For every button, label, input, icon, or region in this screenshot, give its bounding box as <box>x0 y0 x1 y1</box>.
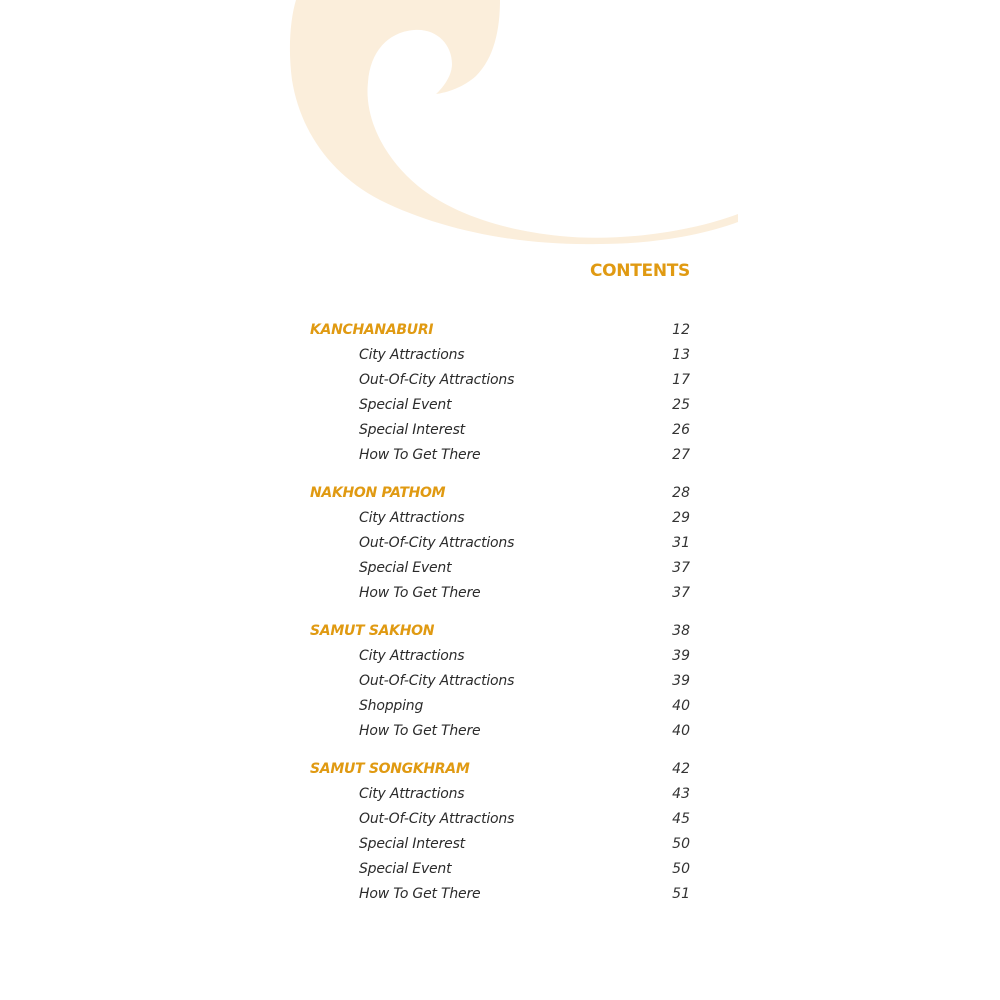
toc-section <box>0 481 1000 505</box>
toc-entry-label: Out-Of-City Attractions <box>359 673 515 689</box>
toc-entry-label: How To Get There <box>359 723 481 739</box>
toc-entry <box>0 832 1000 856</box>
toc-entry-label: City Attractions <box>359 510 465 526</box>
toc-page-number: 51 <box>672 886 690 902</box>
toc-entry-label: Special Interest <box>359 422 465 438</box>
toc-page-number: 40 <box>672 723 690 739</box>
decorative-swirl <box>0 0 1000 260</box>
toc-page-number: 29 <box>672 510 690 526</box>
toc-page-number: 50 <box>672 836 690 852</box>
toc-entry <box>0 418 1000 442</box>
toc-entry-label: City Attractions <box>359 786 465 802</box>
toc-page-number: 37 <box>672 585 690 601</box>
toc-entry-label: Special Event <box>359 560 452 576</box>
toc-entry <box>0 644 1000 668</box>
toc-page-number: 17 <box>672 372 690 388</box>
toc-section-title: SAMUT SONGKHRAM <box>310 761 470 777</box>
toc-entry <box>0 443 1000 467</box>
toc-page-number: 12 <box>672 322 690 338</box>
toc-page-number: 42 <box>672 761 690 777</box>
toc-entry-label: City Attractions <box>359 648 465 664</box>
toc-page-number: 25 <box>672 397 690 413</box>
toc-entry-label: Out-Of-City Attractions <box>359 372 515 388</box>
toc-page-number: 37 <box>672 560 690 576</box>
toc-section-title: NAKHON PATHOM <box>310 485 446 501</box>
toc-page-number: 31 <box>672 535 690 551</box>
toc-entry-label: Out-Of-City Attractions <box>359 811 515 827</box>
toc-section-title: SAMUT SAKHON <box>310 623 435 639</box>
toc-page-number: 26 <box>672 422 690 438</box>
toc-entry <box>0 782 1000 806</box>
toc-entry <box>0 343 1000 367</box>
toc-entry <box>0 669 1000 693</box>
toc-page-number: 39 <box>672 648 690 664</box>
toc-entry-label: Shopping <box>359 698 424 714</box>
toc-page-number: 38 <box>672 623 690 639</box>
toc-section <box>0 318 1000 342</box>
toc-entry <box>0 807 1000 831</box>
toc-entry-label: Special Event <box>359 861 452 877</box>
contents-heading: CONTENTS <box>589 261 690 281</box>
toc-entry <box>0 393 1000 417</box>
toc-section <box>0 757 1000 781</box>
toc-entry-label: How To Get There <box>359 886 481 902</box>
toc-entry <box>0 882 1000 906</box>
toc-page-number: 45 <box>672 811 690 827</box>
toc-entry-label: Out-Of-City Attractions <box>359 535 515 551</box>
toc-page-number: 28 <box>672 485 690 501</box>
toc-entry <box>0 531 1000 555</box>
toc-entry-label: City Attractions <box>359 347 465 363</box>
toc-entry <box>0 694 1000 718</box>
toc-entry-label: How To Get There <box>359 447 481 463</box>
toc-page-number: 50 <box>672 861 690 877</box>
toc-page-number: 43 <box>672 786 690 802</box>
toc-page-number: 13 <box>672 347 690 363</box>
toc-entry-label: Special Interest <box>359 836 465 852</box>
toc-entry <box>0 581 1000 605</box>
toc-entry <box>0 719 1000 743</box>
toc-entry <box>0 368 1000 392</box>
toc-page-number: 39 <box>672 673 690 689</box>
toc-entry <box>0 556 1000 580</box>
toc-page-number: 27 <box>672 447 690 463</box>
toc-section-title: KANCHANABURI <box>310 322 434 338</box>
toc-entry-label: How To Get There <box>359 585 481 601</box>
swirl-shape <box>290 0 738 244</box>
toc-page-number: 40 <box>672 698 690 714</box>
toc-entry-label: Special Event <box>359 397 452 413</box>
toc-entry <box>0 857 1000 881</box>
toc-entry <box>0 506 1000 530</box>
toc-section <box>0 619 1000 643</box>
